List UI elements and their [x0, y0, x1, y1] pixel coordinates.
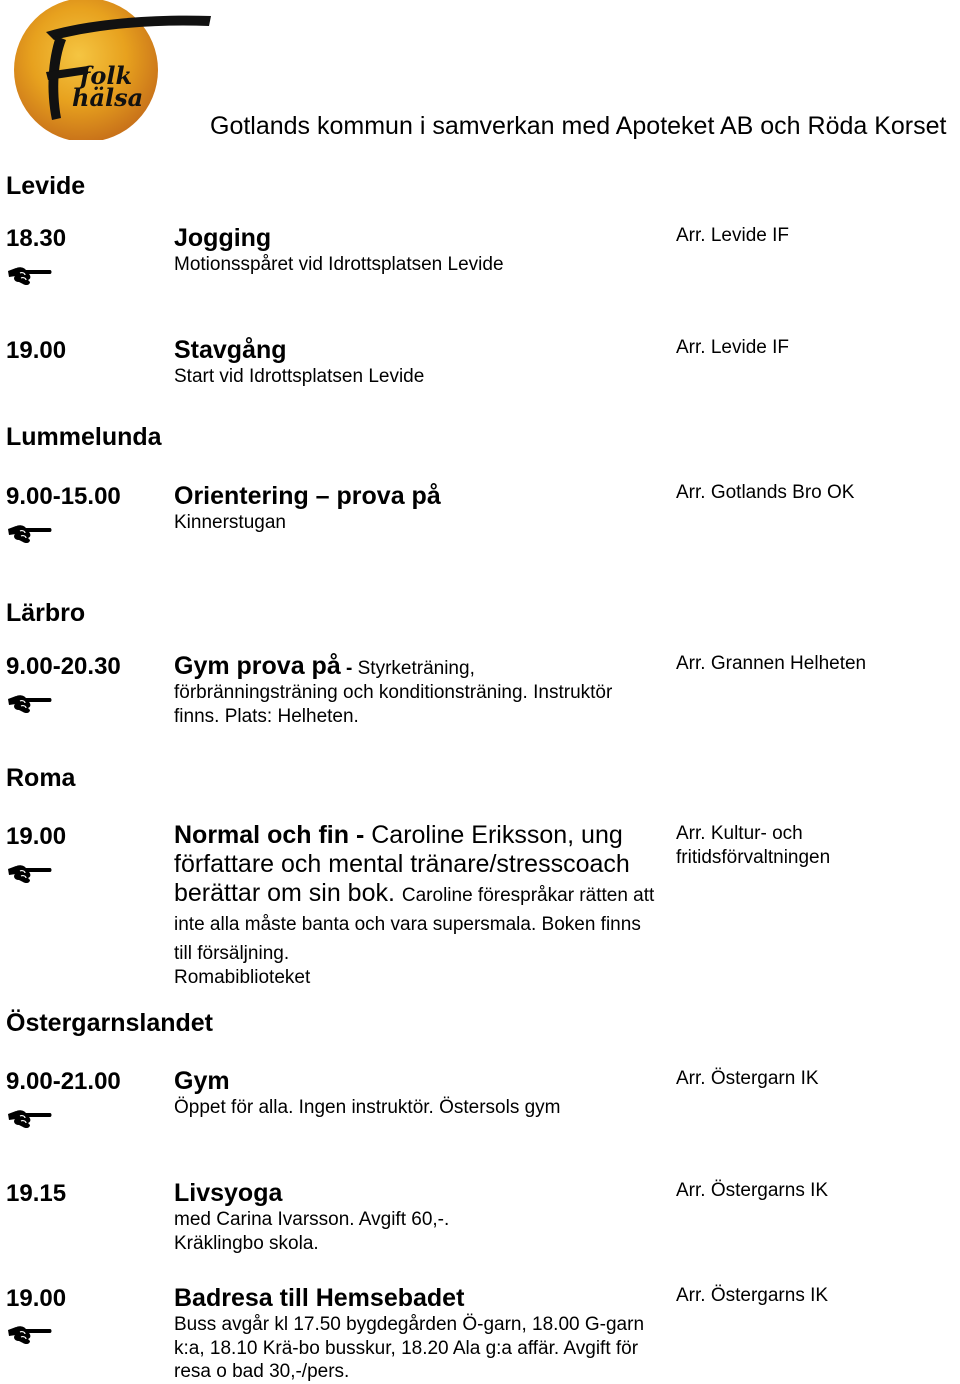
- svg-text:folk: folk: [80, 61, 133, 90]
- section-heading-lummelunda: Lummelunda: [6, 423, 162, 451]
- section-heading-ostergarnslandet: Östergarnslandet: [6, 1009, 214, 1037]
- event-description: [174, 1066, 659, 1120]
- svg-text:hälsa: hälsa: [72, 83, 144, 112]
- event-title: Gym prova på: [174, 652, 341, 680]
- pointing-hand-icon: [6, 521, 52, 545]
- event-details-inline: Styrketräning,: [357, 658, 475, 679]
- event-description: [174, 223, 659, 277]
- organizer-line: Arr. Kultur- och: [676, 823, 803, 844]
- event-organizer: Arr. Östergarns IK: [676, 1285, 829, 1306]
- event-organizer: Arr. Gotlands Bro OK: [676, 482, 855, 503]
- event-details: Kräklingbo skola.: [174, 1232, 319, 1254]
- title-separator: -: [349, 821, 372, 849]
- section-heading-roma: Roma: [6, 764, 76, 792]
- event-details: med Carina Ivarsson. Avgift 60,-.: [174, 1209, 450, 1230]
- event-organizer: Arr. Levide IF: [676, 337, 789, 358]
- title-separator: -: [340, 658, 358, 679]
- event-lead: Caroline Eriksson, ung författare och mental tränare/stresscoach berättar om sin bok.: [174, 821, 630, 907]
- event-time: 9.00-15.00: [6, 483, 121, 510]
- pointing-hand-icon: [6, 691, 52, 715]
- organizer-line: fritidsförvaltningen: [676, 847, 831, 868]
- event-time: 19.15: [6, 1180, 67, 1207]
- event-description: [174, 1283, 644, 1384]
- event-details: Öppet för alla. Ingen instruktör. Östersols gym: [174, 1097, 561, 1118]
- event-details: Start vid Idrottsplatsen Levide: [174, 366, 425, 387]
- pointing-hand-icon: [6, 861, 52, 885]
- event-title: Badresa till Hemsebadet: [174, 1284, 465, 1312]
- event-time: 19.00: [6, 823, 67, 850]
- event-title: Orientering – prova på: [174, 482, 441, 510]
- event-description: [174, 821, 659, 990]
- event-time: 19.00: [6, 1285, 67, 1312]
- tagline: Gotlands kommun i samverkan med Apoteket AB och Röda Korset: [210, 112, 947, 140]
- event-details-inline: Caroline förespråkar rätten att inte alla måste banta och vara supersmala. Boken finns till försäljning.: [174, 885, 655, 964]
- section-heading-levide: Levide: [6, 172, 86, 200]
- pointing-hand-icon: [6, 1322, 52, 1346]
- event-organizer: [676, 822, 936, 870]
- event-title: Gym: [174, 1067, 230, 1095]
- event-organizer: Arr. Östergarns IK: [676, 1180, 829, 1201]
- event-description: [174, 651, 659, 728]
- pointing-hand-icon: [6, 1106, 52, 1130]
- event-details: Motionsspåret vid Idrottsplatsen Levide: [174, 254, 504, 275]
- event-details: Buss avgår kl 17.50 bygdegården Ö-garn, 18.00 G-garn k:a, 18.10 Krä-bo busskur, 18.20 Ala g:a affär. Avgift för resa o bad 30,-/pers.: [174, 1314, 645, 1382]
- section-heading-larbro: Lärbro: [6, 599, 86, 627]
- event-title: Jogging: [174, 224, 272, 252]
- event-organizer: Arr. Levide IF: [676, 225, 789, 246]
- event-organizer: Arr. Östergarn IK: [676, 1068, 819, 1089]
- event-description: [174, 1178, 659, 1255]
- event-title: Livsyoga: [174, 1179, 283, 1207]
- folkhalsa-logo: [6, 0, 216, 140]
- event-time: 18.30: [6, 225, 67, 252]
- event-time: 9.00-21.00: [6, 1068, 121, 1095]
- event-title: Stavgång: [174, 336, 287, 364]
- event-details: Kinnerstugan: [174, 512, 286, 533]
- pointing-hand-icon: [6, 263, 52, 287]
- event-details: förbränningsträning och konditionsträning. Instruktör finns. Plats: Helheten.: [174, 682, 613, 727]
- event-organizer: Arr. Grannen Helheten: [676, 653, 867, 674]
- event-title: Normal och fin: [174, 821, 350, 849]
- event-time: 19.00: [6, 337, 67, 364]
- event-description: [174, 481, 659, 535]
- event-details: Romabiblioteket: [174, 967, 311, 988]
- event-time: 9.00-20.30: [6, 653, 121, 680]
- event-description: [174, 335, 659, 389]
